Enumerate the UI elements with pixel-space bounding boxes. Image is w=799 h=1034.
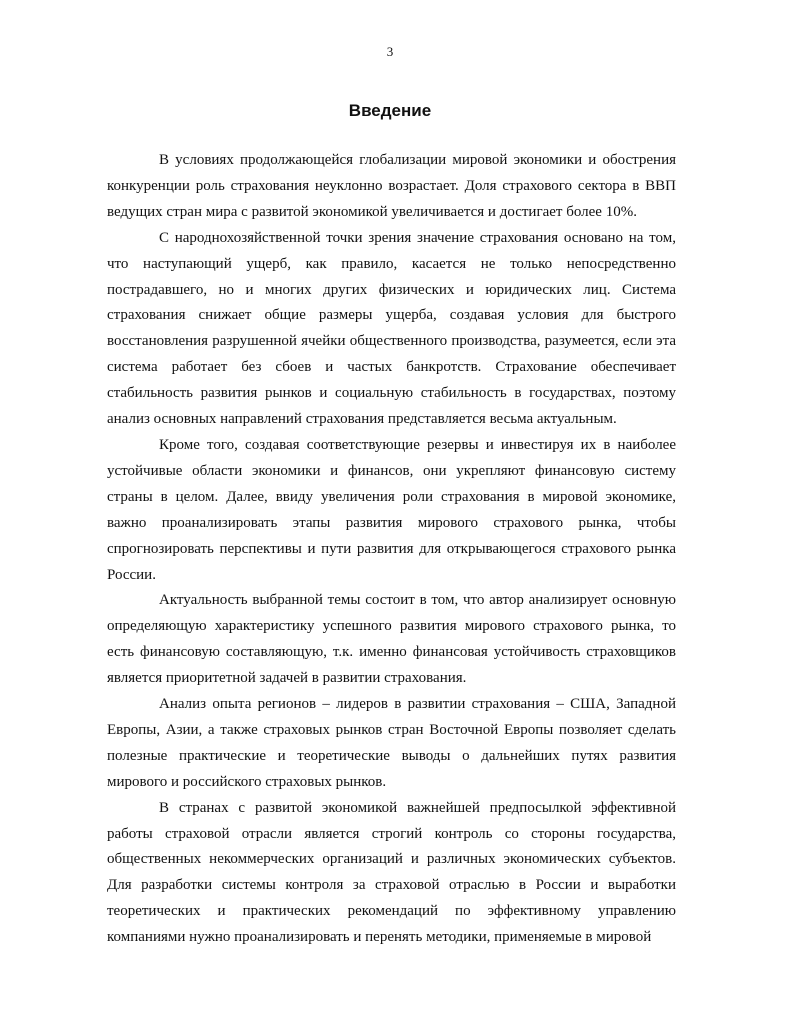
body-text: [107, 148, 676, 951]
page-number: 3: [386, 44, 394, 59]
paragraph-reserves: Кроме того, создавая соответствующие резервы и инвестируя их в наиболее устойчивые области экономики и финансов, они укрепляют финансовую систему страны в целом. Далее, ввиду увеличения роли страхования в мировой экономике, важно проанализировать этапы развития мирового страхового рынка, чтобы спрогнозировать перспективы и пути развития для открывающегося страхового рынка России.: [107, 436, 676, 583]
paragraph-globalization: В условиях продолжающейся глобализации мировой экономики и обострения конкуренции роль страхования неуклонно возрастает. Доля страхового сектора в ВВП ведущих стран мира с развитой экономикой увеличивается и достигает более 10%.: [107, 152, 676, 220]
page-title: Введение: [348, 101, 432, 120]
paragraph-state-control: В странах с развитой экономикой важнейшей предпосылкой эффективной работы страховой отрасли является строгий контроль со стороны государства, общественных некоммерческих организаций и различных экономических субъектов. Для разработки системы контроля за страховой отраслью в России и выработки теоретических и практических рекомендаций по эффективному управлению компаниями нужно проанализировать и перенять методики, применяемые в мировой: [107, 799, 676, 946]
paragraph-economic-significance: С народнохозяйственной точки зрения значение страхования основано на том, что наступающий ущерб, как правило, касается не только непосредственно пострадавшего, но и многих других физических и юридических лиц. Система страхования снижает общие размеры ущерба, создавая условия для быстрого восстановления разрушенной ячейки общественного производства, разумеется, если эта система работает без сбоев и частых банкротств. Страхование обеспечивает стабильность развития рынков и социальную стабильность в государствах, поэтому анализ основных направлений страхования представляется весьма актуальным.: [107, 229, 676, 428]
paragraph-relevance: Актуальность выбранной темы состоит в том, что автор анализирует основную определяющую характеристику успешного развития мирового страхового рынка, то есть финансовую составляющую, т.к. именно финансовая устойчивость страховщиков является приоритетной задачей в развитии страхования.: [107, 592, 676, 687]
paragraph-regional-analysis: Анализ опыта регионов – лидеров в развитии страхования – США, Западной Европы, Азии, а также страховых рынков стран Восточной Европы позволяет сделать полезные практические и теоретические выводы о дальнейших путях развития мирового и российского страховых рынков.: [107, 696, 676, 790]
